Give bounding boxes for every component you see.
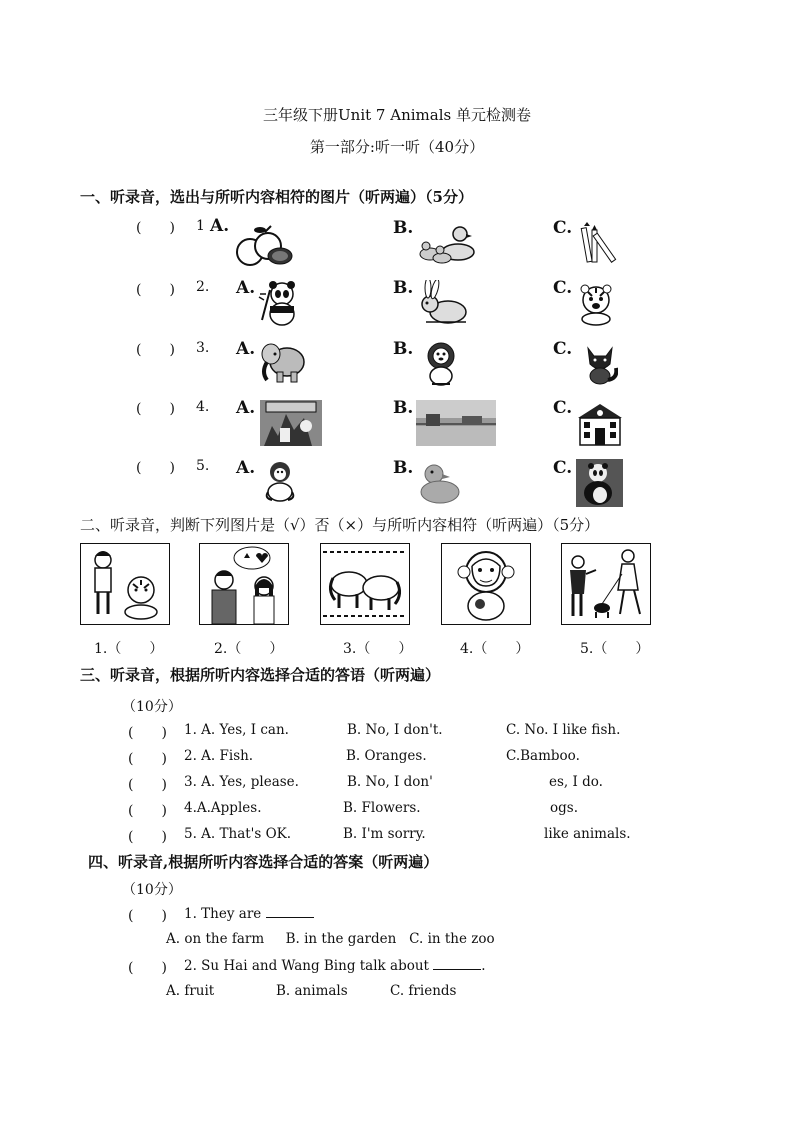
q3-2-option-a: 2. A. Fish. bbox=[184, 748, 254, 764]
q3-5-option-c: like animals. bbox=[544, 826, 631, 842]
boy-and-tiger-picture[interactable] bbox=[80, 543, 170, 625]
q3-4-option-c: ogs. bbox=[550, 800, 578, 816]
man-woman-dog-picture[interactable] bbox=[561, 543, 651, 625]
q3-5-option-a: 5. A. That's OK. bbox=[184, 826, 292, 842]
elephant-picture[interactable] bbox=[259, 340, 307, 386]
judge-item-1[interactable]: 1.（ ） bbox=[94, 641, 164, 657]
panda-photo-picture[interactable] bbox=[576, 459, 623, 507]
option-label-c: C. bbox=[553, 339, 573, 359]
question-number: 1 bbox=[196, 218, 205, 234]
answer-bracket[interactable]: ( ) bbox=[136, 401, 175, 417]
question-number: 2. bbox=[196, 279, 210, 295]
part3-heading: 三、听录音，根据所听内容选择合适的答语（听两遍） bbox=[80, 666, 441, 684]
option-label-a: A. bbox=[210, 216, 230, 236]
elephants-picture[interactable] bbox=[320, 543, 410, 625]
option-label-b: B. bbox=[393, 278, 414, 298]
question-number: 3. bbox=[196, 340, 210, 356]
question-number: 5. bbox=[196, 458, 210, 474]
answer-bracket[interactable]: ( ) bbox=[128, 829, 167, 845]
option-label-c: C. bbox=[553, 398, 573, 418]
q3-1-option-b: B. No, I don't. bbox=[347, 722, 443, 738]
fox-picture[interactable] bbox=[582, 344, 618, 386]
option-label-a: A. bbox=[236, 398, 256, 418]
q4-1-line bbox=[184, 905, 314, 922]
option-label-b: B. bbox=[393, 218, 414, 238]
lake-picture[interactable] bbox=[416, 400, 496, 446]
q4-2-option-b: B. animals bbox=[276, 983, 348, 999]
page-title: 三年级下册Unit 7 Animals 单元检测卷 bbox=[263, 106, 531, 124]
oranges-picture[interactable] bbox=[232, 222, 294, 266]
q4-2-line bbox=[184, 957, 486, 974]
q3-1-option-a: 1. A. Yes, I can. bbox=[184, 722, 289, 738]
q3-5-option-b: B. I'm sorry. bbox=[343, 826, 426, 842]
q3-1-option-c: C. No. I like fish. bbox=[506, 722, 621, 738]
judge-item-3[interactable]: 3.（ ） bbox=[343, 641, 413, 657]
page-subtitle: 第一部分:听一听（40分） bbox=[309, 138, 485, 156]
option-label-c: C. bbox=[553, 218, 573, 238]
q3-4-option-b: B. Flowers. bbox=[343, 800, 421, 816]
q4-1-options: A. on the farm B. in the garden C. in the zoo bbox=[166, 931, 495, 947]
option-label-b: B. bbox=[393, 398, 414, 418]
answer-bracket[interactable]: ( ) bbox=[128, 725, 167, 741]
ducks-picture[interactable] bbox=[416, 220, 476, 264]
option-label-b: B. bbox=[393, 458, 414, 478]
duck-picture[interactable] bbox=[418, 462, 462, 504]
judge-item-5[interactable]: 5.（ ） bbox=[580, 641, 650, 657]
q3-3-option-a: 3. A. Yes, please. bbox=[184, 774, 299, 790]
zoo-picture[interactable] bbox=[260, 400, 322, 446]
q4-2-option-c: C. friends bbox=[390, 983, 457, 999]
answer-blank[interactable] bbox=[266, 905, 314, 918]
part4-score: （10分） bbox=[122, 882, 182, 898]
school-picture[interactable] bbox=[576, 402, 624, 446]
q4-1-text: 1. They are bbox=[184, 906, 262, 922]
part4-heading: 四、听录音,根据所听内容选择合适的答案（听两遍） bbox=[88, 853, 439, 871]
answer-bracket[interactable]: ( ) bbox=[128, 960, 167, 976]
part3-score: （10分） bbox=[122, 699, 182, 715]
q3-3-option-b: B. No, I don' bbox=[347, 774, 433, 790]
answer-bracket[interactable]: ( ) bbox=[128, 803, 167, 819]
answer-bracket[interactable]: ( ) bbox=[128, 908, 167, 924]
q3-3-option-c: es, I do. bbox=[549, 774, 603, 790]
option-label-a: A. bbox=[236, 458, 256, 478]
q3-2-option-b: B. Oranges. bbox=[346, 748, 427, 764]
option-label-a: A. bbox=[236, 278, 256, 298]
answer-bracket[interactable]: ( ) bbox=[128, 777, 167, 793]
answer-bracket[interactable]: ( ) bbox=[136, 460, 175, 476]
option-label-a: A. bbox=[236, 339, 256, 359]
pencils-picture[interactable] bbox=[578, 222, 620, 266]
q4-2-text: 2. Su Hai and Wang Bing talk about bbox=[184, 958, 429, 974]
q3-2-option-c: C.Bamboo. bbox=[506, 748, 580, 764]
answer-bracket[interactable]: ( ) bbox=[136, 282, 175, 298]
rabbit-picture[interactable] bbox=[416, 280, 470, 326]
option-label-c: C. bbox=[553, 278, 573, 298]
answer-blank[interactable] bbox=[433, 957, 481, 970]
judge-item-4[interactable]: 4.（ ） bbox=[460, 641, 530, 657]
answer-bracket[interactable]: ( ) bbox=[128, 751, 167, 767]
lion-picture[interactable] bbox=[422, 342, 460, 388]
boy-and-girl-picture[interactable] bbox=[199, 543, 289, 625]
question-number: 4. bbox=[196, 399, 210, 415]
answer-bracket[interactable]: ( ) bbox=[136, 220, 175, 236]
monkey-picture[interactable] bbox=[262, 460, 298, 502]
part2-heading: 二、听录音，判断下列图片是（√）否（×）与所听内容相符（听两遍）（5分） bbox=[80, 516, 600, 534]
judge-item-2[interactable]: 2.（ ） bbox=[214, 641, 284, 657]
monkey-box-picture[interactable] bbox=[441, 543, 531, 625]
option-label-c: C. bbox=[553, 458, 573, 478]
tiger-picture[interactable] bbox=[576, 284, 616, 326]
q4-2-end: . bbox=[481, 958, 486, 974]
q4-2-option-a: A. fruit bbox=[166, 983, 215, 999]
part1-heading: 一、听录音，选出与所听内容相符的图片（听两遍）（5分） bbox=[80, 188, 473, 206]
q3-4-option-a: 4.A.Apples. bbox=[184, 800, 262, 816]
panda-picture[interactable] bbox=[258, 280, 300, 326]
answer-bracket[interactable]: ( ) bbox=[136, 342, 175, 358]
option-label-b: B. bbox=[393, 339, 414, 359]
